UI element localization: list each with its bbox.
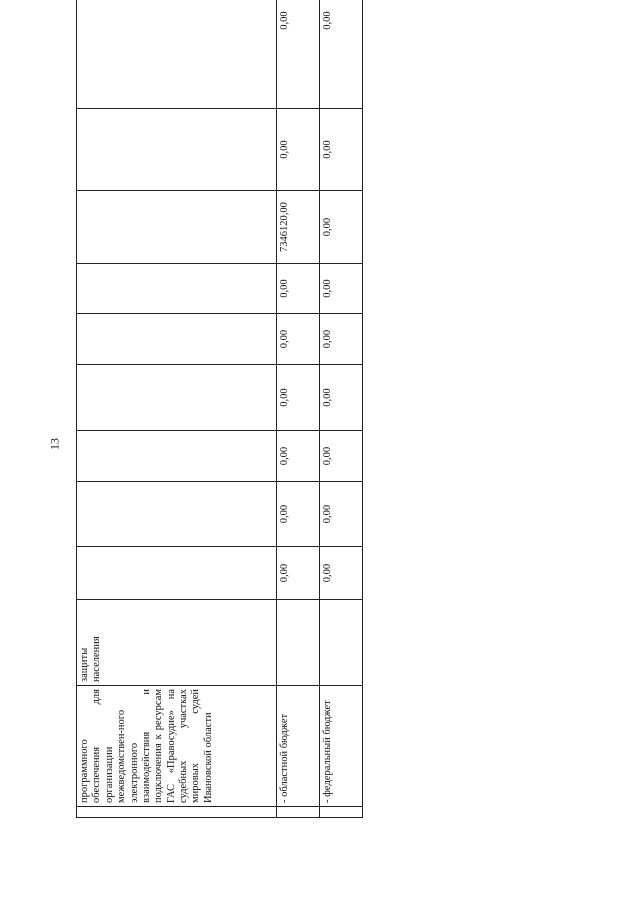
value-cell [77,0,277,109]
value-cell: 0,00 [320,109,363,191]
budget-table [76,0,363,818]
rotated-table-sheet [76,11,350,818]
value-cell: 0,00 [320,0,363,109]
value-cell: 0,00 [320,264,363,314]
value-cell: 0,00 [320,431,363,482]
purpose-cell [320,600,363,686]
first-column-cell [277,807,320,818]
value-cell [77,191,277,264]
value-cell: 0,00 [320,547,363,600]
value-cell [77,109,277,191]
value-cell: 0,00 [277,482,320,547]
measure-name-cell: программного обеспечения для организации межведомствен-ного электронного взаимодействия и подключения к ресурсам ГАС «Правосудие» на судебных участках мировых судей Ивановской области [77,686,277,807]
purpose-cell: защиты населения [77,600,277,686]
value-cell [77,314,277,365]
purpose-cell [277,600,320,686]
federal-budget-label: - федеральный бюджет [320,686,363,807]
value-cell: 0,00 [277,264,320,314]
value-cell: 0,00 [277,547,320,600]
page-number: 13 [47,438,62,450]
value-cell: 0,00 [320,191,363,264]
value-cell: 0,00 [277,109,320,191]
first-column-cell [320,807,363,818]
value-cell: 7346120,00 [277,191,320,264]
value-cell: 0,00 [277,0,320,109]
value-cell [77,264,277,314]
first-column-cell [77,807,277,818]
value-cell: 0,00 [320,482,363,547]
value-cell [77,431,277,482]
value-cell: 0,00 [277,431,320,482]
value-cell: 0,00 [277,365,320,431]
value-cell: 0,00 [320,365,363,431]
regional-budget-label: - областной бюджет [277,686,320,807]
value-cell: 0,00 [320,314,363,365]
value-cell [77,365,277,431]
value-cell: 0,00 [277,314,320,365]
table-row-main [77,0,277,818]
table-row-regional-budget [277,0,320,818]
value-cell [77,482,277,547]
table-row-federal-budget [320,0,363,818]
value-cell [77,547,277,600]
